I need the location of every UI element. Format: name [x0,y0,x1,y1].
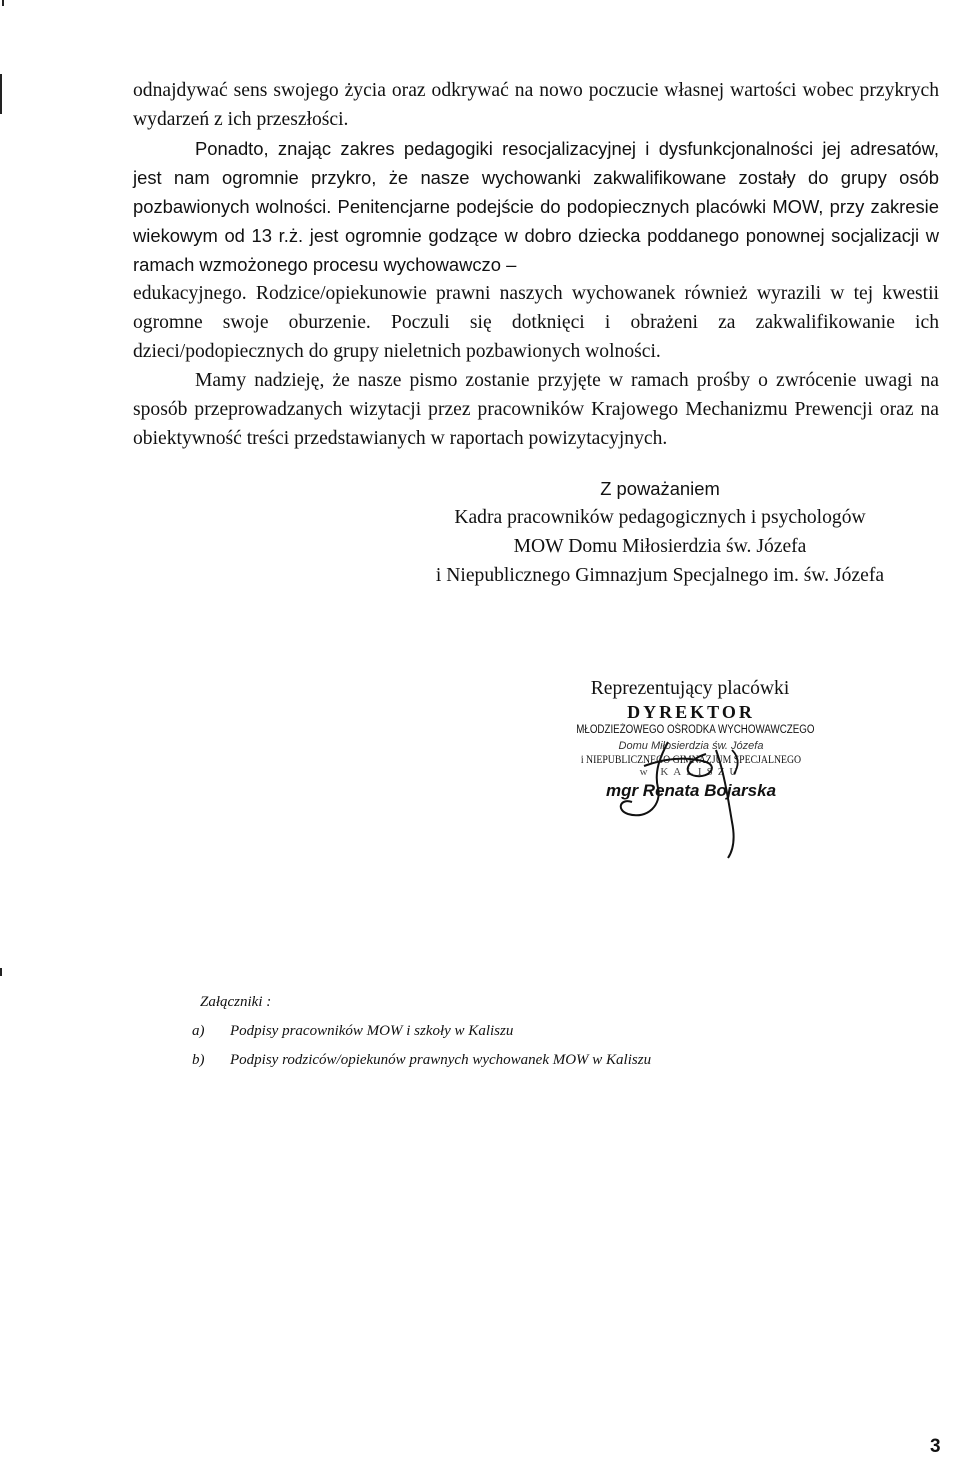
attachment-letter: a) [192,1023,205,1039]
attachment-letter: b) [192,1052,205,1068]
stamp-line-3: i NIEPUBLICZNEGO GIMNAZJUM SPECJALNEGO [580,754,802,766]
scan-margin-mark [0,968,2,976]
attachment-item [192,1017,514,1046]
attachments-list [192,988,652,1075]
attachments-heading: Załączniki : [200,994,272,1010]
closing-line-3: i Niepublicznego Gimnazjum Specjalnego im. św. Józefa [435,565,885,586]
letter-body [133,76,939,453]
closing-block [380,474,940,590]
director-stamp [556,702,826,862]
page-number: 3 [930,1436,941,1457]
scan-margin-mark [0,74,2,114]
attachment-text: Podpisy pracowników MOW i szkoły w Kaliszu [230,1023,514,1039]
stamp-line-1: MŁODZIEŻOWEGO OŚRODKA WYCHOWAWCZEGO [576,724,815,736]
paragraph-2-part-1: Ponadto, znając zakres pedagogiki resocjalizacyjnej i dysfunkcjonalności jej adresatów, jest nam ogromnie przykro, że nasze wychowanki zakwalifikowane zostały do grupy osób pozbawionych wolności. Penitencjarne podejście do podopiecznych placówki MOW, przy zakresie wiekowym od 13 r.ż. jest ogromnie godzące w dobro dziecka poddanego ponownej socjalizacji w ramach wzmożonego procesu wychowawczo – [133,138,939,275]
closing-line-2: MOW Domu Miłosierdzia św. Józefa [513,536,807,557]
representative-label: Reprezentujący placówki [590,678,790,699]
paragraph-2-part-2: edukacyjnego. Rodzice/opiekunowie prawni naszych wychowanek również wyrazili w tej kwestii ogromne swoje oburzenie. Poczuli się dotknięci i obrażeni za zakwalifikowanie ich dzieci/podopiecznych do grupy nieletnich pozbawionych wolności. [133,283,939,362]
attachment-text: Podpisy rodziców/opiekunów prawnych wychowanek MOW w Kaliszu [230,1052,652,1068]
paragraph-1: odnajdywać sens swojego życia oraz odkrywać na nowo poczucie własnej wartości wobec przykrych wydarzeń z ich przeszłości. [133,80,939,130]
scan-margin-mark [2,0,4,6]
closing-line-1: Kadra pracowników pedagogicznych i psychologów [454,507,866,528]
stamp-title: DYREKTOR [627,702,755,722]
attachment-item [192,1046,652,1075]
handwritten-signature [556,702,826,872]
stamp-line-2: Domu Miłosierdzia św. Józefa [618,740,764,752]
stamp-name: mgr Renata Bojarska [605,781,777,800]
paragraph-3: Mamy nadzieję, że nasze pismo zostanie przyjęte w ramach prośby o zwrócenie uwagi na sposób przeprowadzanych wizytacji przez pracowników Krajowego Mechanizmu Prewencji oraz na obiektywność treści przedstawianych w raportach powizytacyjnych. [133,370,939,449]
closing-greeting: Z poważaniem [600,478,720,499]
stamp-line-4: w KALISZU [639,766,743,778]
